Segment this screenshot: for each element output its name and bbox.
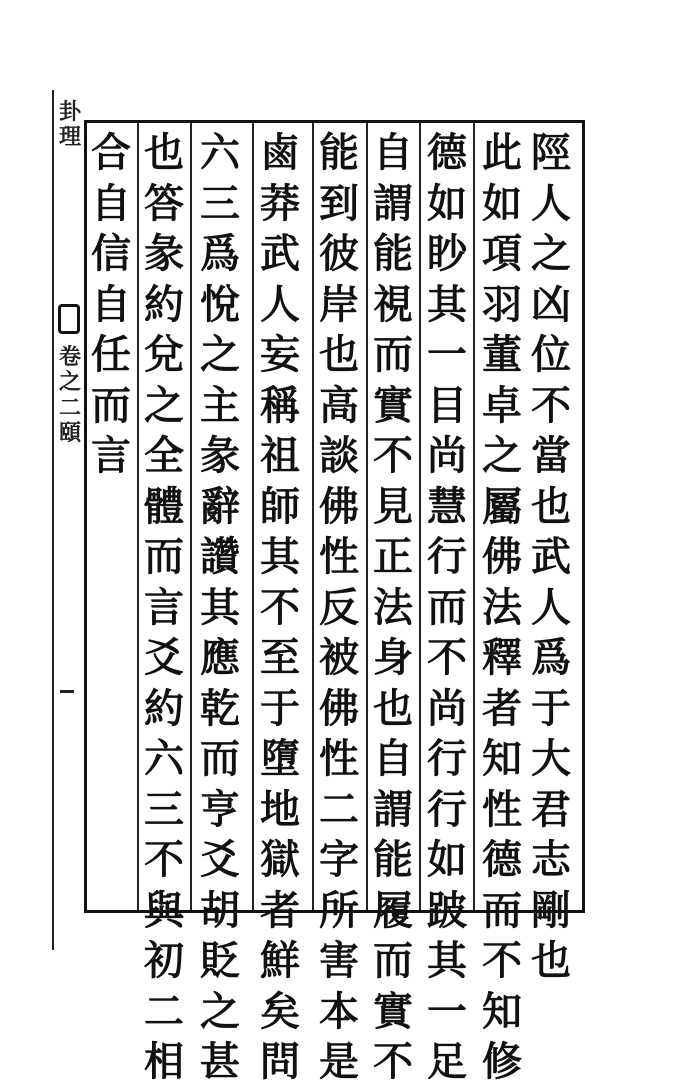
glyph: 辭 xyxy=(200,482,240,530)
glyph: 不 xyxy=(373,1038,413,1085)
glyph: 正 xyxy=(373,533,413,580)
glyph: 眇 xyxy=(427,230,467,277)
glyph: 彖 xyxy=(200,432,240,479)
glyph: 應 xyxy=(200,634,240,681)
glyph: 跛 xyxy=(427,886,467,934)
glyph: 自 xyxy=(373,735,413,782)
glyph: 而 xyxy=(373,937,413,984)
glyph: 凶 xyxy=(531,280,571,328)
glyph: 信 xyxy=(91,230,131,277)
glyph: 自 xyxy=(373,129,413,176)
glyph: 獄 xyxy=(260,836,300,883)
glyph: 初 xyxy=(144,937,184,984)
glyph: 高 xyxy=(319,381,359,429)
glyph: 目 xyxy=(427,381,467,429)
glyph: 答 xyxy=(144,179,184,227)
glyph: 不 xyxy=(482,937,522,984)
glyph: 位 xyxy=(531,331,571,378)
glyph: 人 xyxy=(260,280,300,328)
glyph: 當 xyxy=(531,432,571,479)
glyph: 主 xyxy=(200,381,240,429)
glyph: 爲 xyxy=(531,634,571,681)
glyph: 修 xyxy=(482,1038,522,1085)
glyph: 如 xyxy=(427,836,467,883)
glyph: 祖 xyxy=(260,432,300,479)
glyph: 之 xyxy=(200,331,240,378)
margin-glyph: 二 xyxy=(58,394,81,421)
glyph: 能 xyxy=(319,129,359,176)
glyph: 稱 xyxy=(260,381,300,429)
glyph: 謂 xyxy=(373,785,413,833)
glyph: 尚 xyxy=(427,684,467,732)
glyph: 岸 xyxy=(319,280,359,328)
glyph: 慧 xyxy=(427,482,467,530)
glyph: 佛 xyxy=(319,684,359,732)
text-column-5 xyxy=(316,128,362,1088)
glyph: 法 xyxy=(373,583,413,631)
glyph: 行 xyxy=(427,735,467,782)
glyph: 六 xyxy=(200,129,240,176)
glyph: 履 xyxy=(373,886,413,934)
margin-glyph: 之 xyxy=(58,369,81,396)
glyph: 其 xyxy=(260,533,300,580)
column-divider xyxy=(366,122,368,910)
glyph: 鹵 xyxy=(260,129,300,176)
glyph: 彼 xyxy=(319,230,359,277)
glyph: 能 xyxy=(373,230,413,277)
glyph: 君 xyxy=(531,785,571,833)
glyph: 知 xyxy=(482,735,522,782)
glyph: 羽 xyxy=(482,280,522,328)
glyph: 不 xyxy=(373,432,413,479)
margin-glyph: 理 xyxy=(58,124,81,151)
glyph: 不 xyxy=(531,381,571,429)
page-frame-right xyxy=(582,120,585,913)
glyph: 也 xyxy=(531,937,571,984)
glyph: 約 xyxy=(144,684,184,732)
glyph: 也 xyxy=(319,331,359,378)
page-frame-left xyxy=(84,120,87,913)
glyph: 貶 xyxy=(200,937,240,984)
glyph: 如 xyxy=(482,179,522,227)
glyph: 剛 xyxy=(531,886,571,934)
glyph: 人 xyxy=(531,179,571,227)
margin-tick xyxy=(60,690,74,693)
glyph: 任 xyxy=(91,331,131,378)
glyph: 妄 xyxy=(260,331,300,378)
margin-glyph: 卦 xyxy=(58,99,81,125)
glyph: 卓 xyxy=(482,381,522,429)
text-column-8 xyxy=(141,128,187,1088)
glyph: 談 xyxy=(319,432,359,479)
glyph: 之 xyxy=(482,432,522,479)
glyph: 到 xyxy=(319,179,359,227)
glyph: 見 xyxy=(373,482,413,530)
glyph: 德 xyxy=(427,129,467,176)
text-column-9 xyxy=(88,128,134,482)
glyph: 之 xyxy=(144,381,184,429)
glyph: 言 xyxy=(91,432,131,479)
margin-glyph: 頤 xyxy=(58,419,81,446)
glyph: 武 xyxy=(531,533,571,580)
glyph: 實 xyxy=(373,987,413,1035)
glyph: 害 xyxy=(319,937,359,984)
column-divider xyxy=(312,122,314,910)
glyph: 是 xyxy=(319,1038,359,1085)
glyph: 如 xyxy=(427,179,467,227)
text-column-1 xyxy=(528,128,574,987)
glyph: 體 xyxy=(144,482,184,530)
glyph: 德 xyxy=(482,836,522,883)
glyph: 之 xyxy=(531,230,571,277)
page-frame-top xyxy=(84,120,584,123)
glyph: 鮮 xyxy=(260,937,300,984)
glyph: 志 xyxy=(531,836,571,883)
glyph: 者 xyxy=(482,684,522,732)
glyph: 三 xyxy=(144,785,184,833)
glyph: 相 xyxy=(144,1038,184,1085)
glyph: 于 xyxy=(531,684,571,732)
margin-label-bottom xyxy=(58,345,82,446)
glyph: 武 xyxy=(260,230,300,277)
glyph: 行 xyxy=(427,533,467,580)
glyph: 其 xyxy=(427,280,467,328)
glyph: 其 xyxy=(427,937,467,984)
glyph: 胡 xyxy=(200,886,240,934)
glyph: 知 xyxy=(482,987,522,1035)
glyph: 也 xyxy=(373,684,413,732)
glyph: 約 xyxy=(144,280,184,328)
column-divider xyxy=(473,122,475,910)
glyph: 項 xyxy=(482,230,522,277)
margin-strip xyxy=(52,90,82,950)
glyph: 釋 xyxy=(482,634,522,681)
fishtail-mark-icon xyxy=(58,304,80,334)
glyph: 于 xyxy=(260,684,300,732)
glyph: 而 xyxy=(144,533,184,580)
glyph: 自 xyxy=(91,280,131,328)
glyph: 而 xyxy=(200,735,240,782)
glyph: 不 xyxy=(427,634,467,681)
glyph: 悅 xyxy=(200,280,240,328)
glyph: 身 xyxy=(373,634,413,681)
glyph: 屬 xyxy=(482,482,522,530)
glyph: 本 xyxy=(319,987,359,1035)
glyph: 能 xyxy=(373,836,413,883)
glyph: 亨 xyxy=(200,785,240,833)
glyph: 問 xyxy=(260,1038,300,1085)
glyph: 墮 xyxy=(260,735,300,782)
glyph: 而 xyxy=(373,331,413,378)
margin-glyph: 卷 xyxy=(58,344,81,370)
glyph: 地 xyxy=(260,785,300,833)
glyph: 二 xyxy=(319,785,359,833)
glyph: 不 xyxy=(260,583,300,631)
glyph: 甚 xyxy=(200,1038,240,1085)
glyph: 實 xyxy=(373,381,413,429)
text-column-2 xyxy=(479,128,525,1088)
glyph: 莽 xyxy=(260,179,300,227)
glyph: 佛 xyxy=(319,482,359,530)
column-divider xyxy=(137,122,139,910)
glyph: 也 xyxy=(144,129,184,176)
glyph: 合 xyxy=(91,129,131,176)
glyph: 而 xyxy=(91,381,131,429)
glyph: 乾 xyxy=(200,684,240,732)
glyph: 董 xyxy=(482,331,522,378)
glyph: 也 xyxy=(531,482,571,530)
glyph: 行 xyxy=(427,785,467,833)
glyph: 而 xyxy=(482,886,522,934)
glyph: 兌 xyxy=(144,331,184,378)
glyph: 而 xyxy=(427,583,467,631)
glyph: 言 xyxy=(144,583,184,631)
glyph: 矣 xyxy=(260,987,300,1035)
glyph: 足 xyxy=(427,1038,467,1085)
glyph: 性 xyxy=(482,785,522,833)
text-column-7 xyxy=(197,128,243,1088)
column-divider xyxy=(252,122,254,910)
text-column-6 xyxy=(257,128,303,1088)
glyph: 人 xyxy=(531,583,571,631)
glyph: 之 xyxy=(200,987,240,1035)
glyph: 視 xyxy=(373,280,413,328)
glyph: 爻 xyxy=(200,836,240,883)
text-column-4 xyxy=(370,128,416,1088)
column-divider xyxy=(419,122,421,910)
margin-label-top xyxy=(58,100,82,151)
glyph: 三 xyxy=(200,179,240,227)
glyph: 尚 xyxy=(427,432,467,479)
glyph: 所 xyxy=(319,886,359,934)
glyph: 一 xyxy=(427,987,467,1035)
text-column-3 xyxy=(424,128,470,1088)
glyph: 爻 xyxy=(144,634,184,681)
glyph: 大 xyxy=(531,735,571,782)
glyph: 爲 xyxy=(200,230,240,277)
column-divider xyxy=(190,122,192,910)
glyph: 自 xyxy=(91,179,131,227)
glyph: 佛 xyxy=(482,533,522,580)
glyph: 性 xyxy=(319,533,359,580)
glyph: 其 xyxy=(200,583,240,631)
glyph: 者 xyxy=(260,886,300,934)
glyph: 被 xyxy=(319,634,359,681)
glyph: 不 xyxy=(144,836,184,883)
glyph: 二 xyxy=(144,987,184,1035)
glyph: 師 xyxy=(260,482,300,530)
glyph: 法 xyxy=(482,583,522,631)
glyph: 六 xyxy=(144,735,184,782)
glyph: 謂 xyxy=(373,179,413,227)
glyph: 全 xyxy=(144,432,184,479)
glyph: 至 xyxy=(260,634,300,681)
glyph: 字 xyxy=(319,836,359,883)
glyph: 陘 xyxy=(531,129,571,176)
glyph: 此 xyxy=(482,129,522,176)
glyph: 一 xyxy=(427,331,467,378)
glyph: 反 xyxy=(319,583,359,631)
glyph: 與 xyxy=(144,886,184,934)
glyph: 彖 xyxy=(144,230,184,277)
glyph: 讚 xyxy=(200,533,240,580)
glyph: 性 xyxy=(319,735,359,782)
